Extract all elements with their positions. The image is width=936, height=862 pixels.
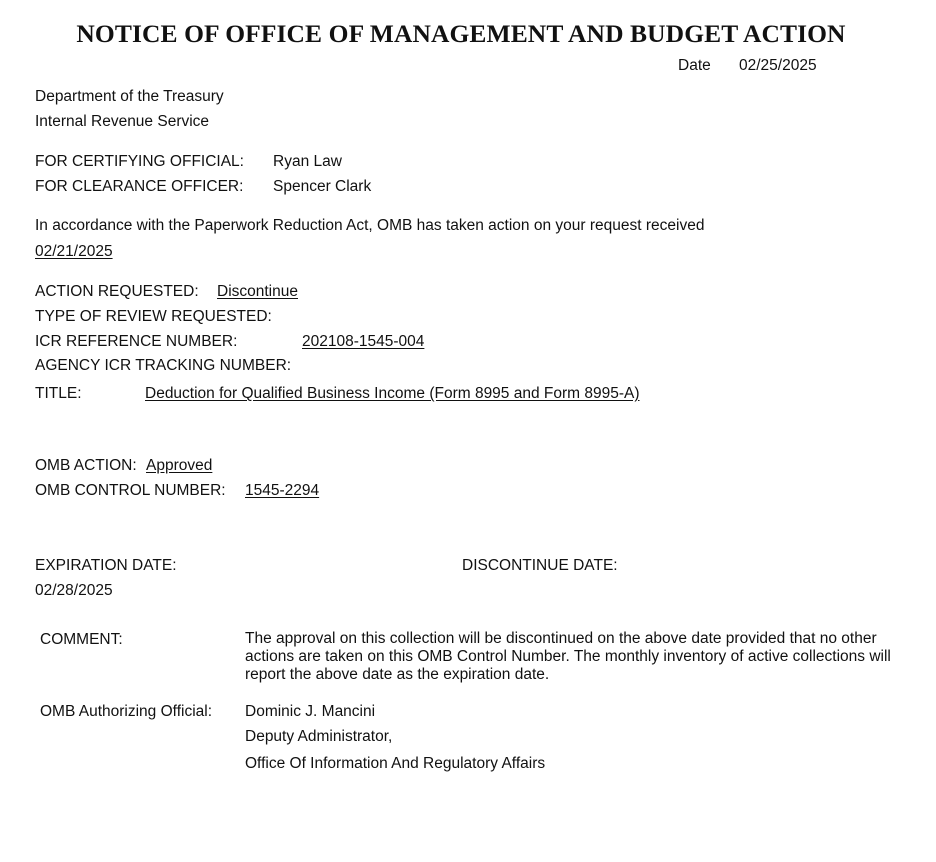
expiration-date-value: 02/28/2025 [35,582,113,599]
icr-reference-label: ICR REFERENCE NUMBER: [35,333,238,350]
action-requested-value: Discontinue [217,283,298,300]
icr-reference-value: 202108-1545-004 [302,333,425,350]
title-value: Deduction for Qualified Business Income (Form 8995 and Form 8995-A) [145,385,640,402]
omb-action-value: Approved [146,457,213,474]
authorizing-official-office: Office Of Information And Regulatory Affairs [245,755,546,772]
clearance-officer-label: FOR CLEARANCE OFFICER: [35,178,244,195]
clearance-officer-name: Spencer Clark [273,178,372,195]
certifying-official-name: Ryan Law [273,153,342,170]
action-requested-label: ACTION REQUESTED: [35,283,199,300]
authorizing-official-label: OMB Authorizing Official: [40,703,213,720]
paperwork-intro: In accordance with the Paperwork Reduction Act, OMB has taken action on your request received [35,217,705,234]
notice-title: NOTICE OF OFFICE OF MANAGEMENT AND BUDGET ACTION [76,19,846,48]
certifying-official-label: FOR CERTIFYING OFFICIAL: [35,153,244,170]
review-type-label: TYPE OF REVIEW REQUESTED: [35,308,272,325]
discontinue-date-label: DISCONTINUE DATE: [462,557,618,574]
omb-control-label: OMB CONTROL NUMBER: [35,482,226,499]
date-label: Date [678,57,711,74]
authorizing-official-position: Deputy Administrator, [245,728,393,745]
title-label: TITLE: [35,385,82,402]
expiration-date-label: EXPIRATION DATE: [35,557,177,574]
omb-action-label: OMB ACTION: [35,457,137,474]
authorizing-official-name: Dominic J. Mancini [245,703,376,720]
agency-tracking-label: AGENCY ICR TRACKING NUMBER: [35,357,292,374]
department-name: Department of the Treasury [35,88,224,105]
comment-label: COMMENT: [40,631,123,648]
comment-text: The approval on this collection will be discontinued on the above date provided that no other actions are taken on this OMB Control Number. The monthly inventory of active collections will report the above date as the expiration date. [245,630,891,684]
service-name: Internal Revenue Service [35,113,210,130]
date-value: 02/25/2025 [739,57,817,74]
omb-control-value: 1545-2294 [245,482,320,499]
received-date: 02/21/2025 [35,243,113,260]
